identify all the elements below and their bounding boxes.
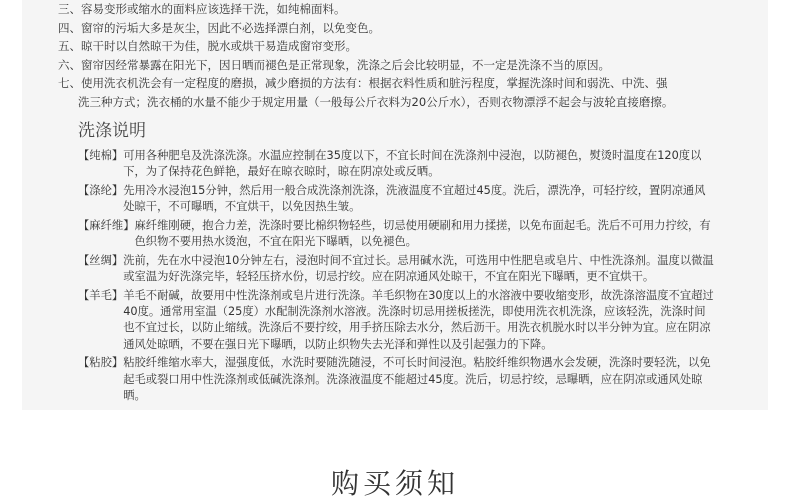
wash-item-text: 羊毛不耐碱，故要用中性洗涤剂或皂片进行洗涤。羊毛织物在30度以上的水溶液中要收缩变形，故洗涤溶温度不宜超过40度。通常用室温（25度）水配制洗涤剂水溶液。洗涤时切忌用搓板搓洗，即使用洗衣机洗涤，应该轻洗，洗涤时间也不宜过长，以防止缩绒。洗涤后不要拧绞，用手挤压除去水分，然后沥干。用洗衣机脱水时以半分钟为宜。应在阴凉通风处晾晒，不要在强日光下曝晒，以防止织物失去光泽和弹性以及引起强力的下降。 (123, 289, 714, 351)
wash-item-tag: 【丝绸】 (78, 254, 124, 267)
care-tip-7-line2: 洗三种方式；洗衣桶的水量不能少于规定用量（一般每公斤衣料为20公斤水），否则衣物漂浮不起会与波轮直接磨擦。 (78, 94, 674, 109)
wash-item-linen (78, 218, 714, 250)
care-tip-7-line1: 七、使用洗衣机洗会有一定程度的磨损，减少磨损的方法有：根据衣料性质和脏污程度，掌握洗涤时间和弱洗、中洗、强 (58, 76, 668, 90)
section-title-washing: 洗涤说明 (78, 121, 146, 141)
purchase-notice-title: 购买须知 (330, 467, 459, 500)
wash-item-wool (78, 288, 714, 353)
wash-item-tag: 【麻纤维】 (78, 219, 135, 232)
wash-item-tag: 【纯棉】 (78, 149, 124, 162)
care-tips-list (58, 0, 738, 111)
care-tip-4: 四、窗帘的污垢大多是灰尘，因此不必选择漂白剂，以免变色。 (58, 20, 380, 35)
washing-instructions-list (78, 148, 714, 407)
wash-item-text: 洗前，先在水中浸泡10分钟左右，浸泡时间不宜过长。忌用碱水洗，可选用中性肥皂或皂片、中性洗涤剂。温度以微温或室温为好洗涤完毕，轻轻压挤水份，切忌拧绞。应在阴凉通风处晾干，不宜在阳光下曝晒，更不宜烘干。 (123, 254, 714, 284)
wash-item-cotton (78, 148, 714, 180)
wash-item-text: 可用各种肥皂及洗涤洗涤。水温应控制在35度以下，不宜长时间在洗涤剂中浸泡，以防褪色，熨烫时温度在120度以下，为了保持花色鲜艳，最好在晾衣晾时，晾在阴凉处或反晒。 (123, 149, 702, 179)
wash-item-text: 先用冷水浸泡15分钟，然后用一般合成洗涤剂洗涤，洗液温度不宜超过45度。洗后，漂洗净，可轻拧绞，置阴凉通风处晾干，不可曝晒，不宜烘干，以免因热生皱。 (123, 184, 706, 214)
wash-item-text: 粘胶纤维缩水率大，湿强度低，水洗时要随洗随浸，不可长时间浸泡。粘胶纤维织物遇水会发硬，洗涤时要轻洗，以免起毛或裂口用中性洗涤剂或低碱洗涤剂。洗涤液温度不能超过45度。洗后，切忌拧绞，忌曝晒，应在阴凉或通风处晾晒。 (123, 356, 711, 402)
wash-item-tag: 【粘胶】 (78, 356, 124, 370)
care-tip-3: 三、容易变形或缩水的面料应该选择干洗，如纯棉面料。 (58, 2, 346, 16)
wash-item-viscose (78, 355, 714, 404)
care-tip-5: 五、晾干时以自然晾干为佳，脱水或烘干易造成窗帘变形。 (58, 39, 357, 53)
care-tip-6: 六、窗帘因经常暴露在阳光下，因日晒而褪色是正常现象，洗涤之后会比较明显，不一定是洗涤不当的原因。 (58, 57, 610, 72)
wash-item-polyester (78, 183, 714, 215)
wash-item-text: 麻纤维刚硬，抱合力差，洗涤时要比棉织物轻些，切忌使用硬刷和用力揉搓，以免布面起毛。洗后不可用力拧绞，有色织物不要用热水烫泡，不宜在阳光下曝晒，以免褪色。 (134, 219, 711, 249)
wash-item-tag: 【涤纶】 (78, 184, 124, 197)
care-tip-7 (58, 74, 738, 111)
wash-item-silk (78, 253, 714, 285)
wash-item-tag: 【羊毛】 (78, 289, 124, 302)
